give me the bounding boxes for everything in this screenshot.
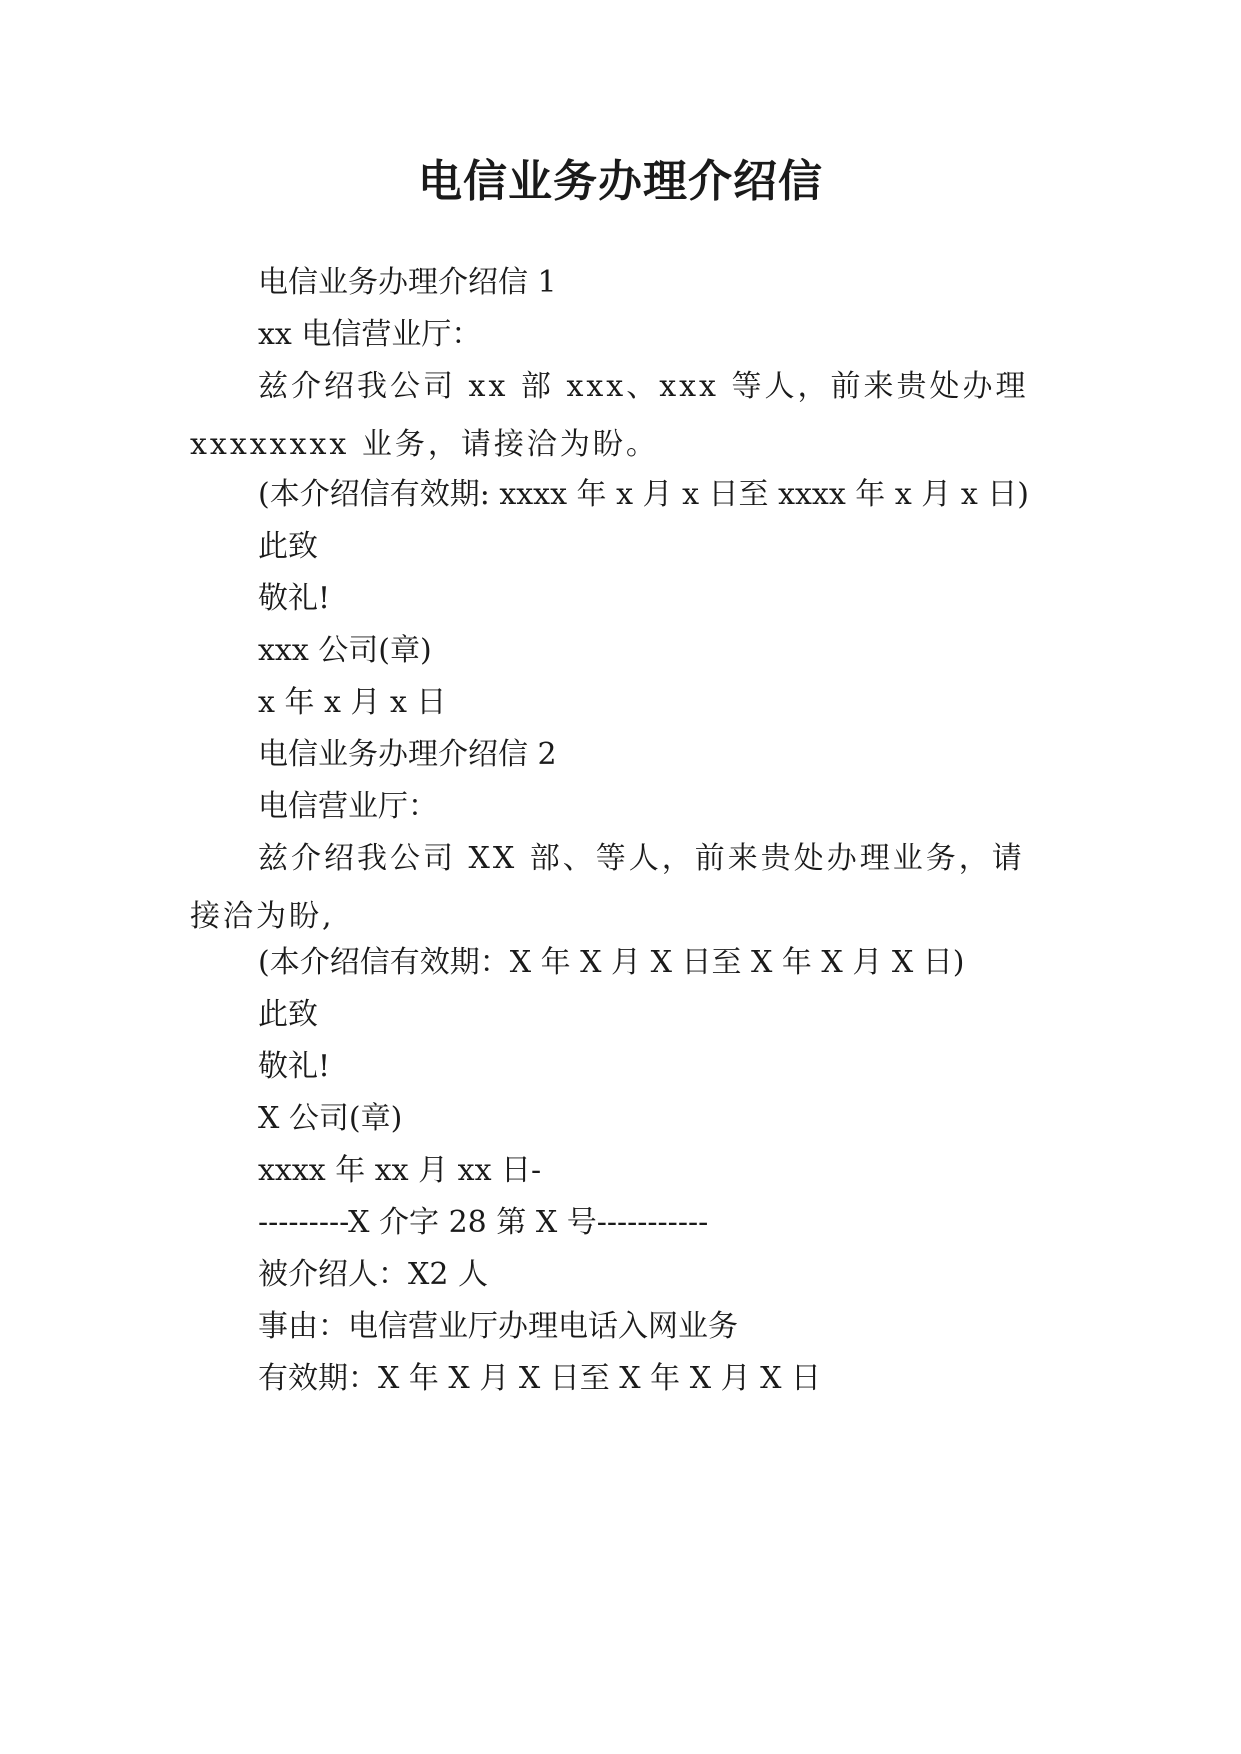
letter2-valid-period: 有效期：X 年 X 月 X 日至 X 年 X 月 X 日 (258, 1361, 822, 1396)
letter2-body: 兹介绍我公司 XX 部、等人，前来贵处办理业务，请接洽为盼, (190, 841, 1025, 934)
letter2-reason: 事由：电信营业厅办理电话入网业务 (258, 1309, 738, 1344)
letter2-recipient: 电信营业厅： (258, 789, 438, 824)
letter2-date: xxxx 年 xx 月 xx 日- (258, 1153, 542, 1188)
letter2-introduced-persons: 被介绍人：X2 人 (258, 1257, 488, 1292)
letter2-validity: (本介绍信有效期：X 年 X 月 X 日至 X 年 X 月 X 日) (258, 945, 965, 980)
letter1-heading: 电信业务办理介绍信 1 (258, 265, 557, 300)
letter1-signature: xxx 公司(章) (258, 633, 432, 668)
letter1-closing-1: 此致 (258, 529, 318, 564)
letter1-date: x 年 x 月 x 日 (258, 685, 447, 720)
letter2-reference-line: ---------X 介字 28 第 X 号----------- (258, 1205, 709, 1240)
letter1-closing-2: 敬礼! (258, 581, 331, 616)
letter2-closing-1: 此致 (258, 997, 318, 1032)
letter2-closing-2: 敬礼! (258, 1049, 331, 1084)
letter2-signature: X 公司(章) (258, 1101, 403, 1136)
letter1-validity: (本介绍信有效期: xxxx 年 x 月 x 日至 xxxx 年 x 月 x 日) (258, 477, 1029, 512)
letter1-body: 兹介绍我公司 xx 部 xxx、xxx 等人，前来贵处办理 xxxxxxxx 业务，请接洽为盼。 (190, 369, 1029, 462)
letter1-recipient: xx 电信营业厅： (258, 317, 482, 352)
page-title: 电信业务办理介绍信 (418, 156, 823, 207)
letter2-heading: 电信业务办理介绍信 2 (258, 737, 557, 772)
